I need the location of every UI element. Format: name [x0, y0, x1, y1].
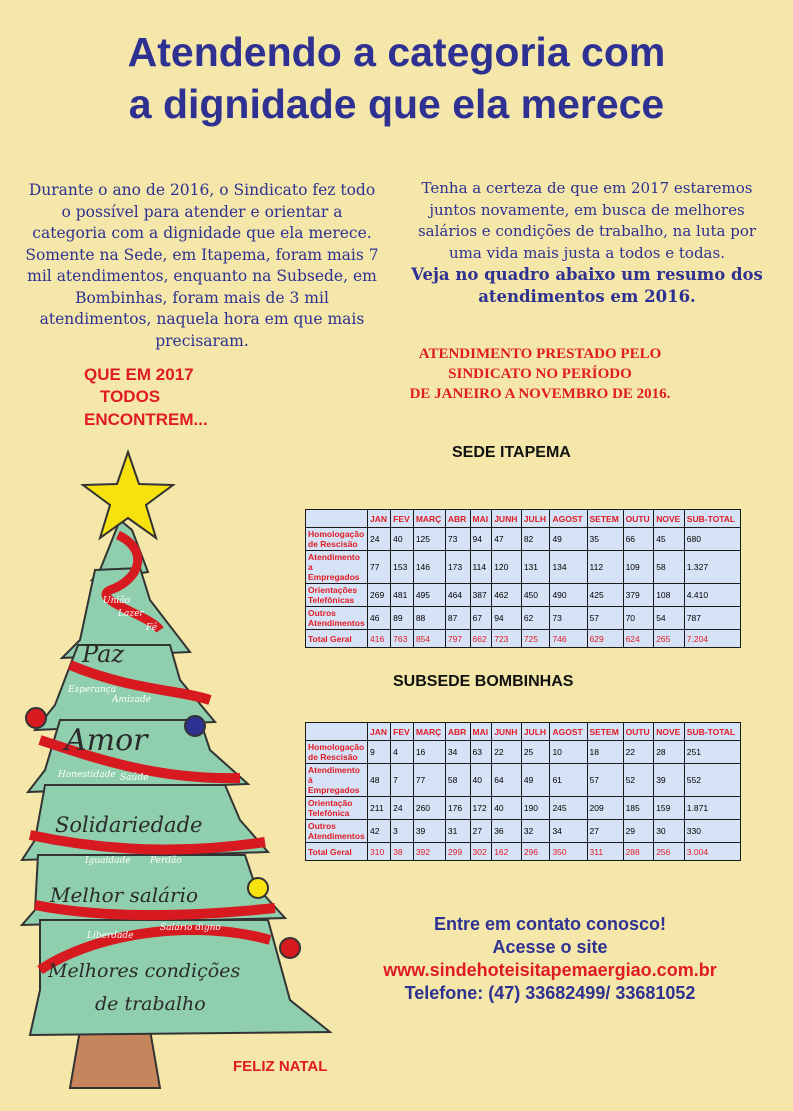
table-cell: 172 [470, 797, 492, 820]
total-label: Total Geral [306, 630, 368, 648]
column-header: MARÇ [413, 723, 445, 741]
table-cell: 24 [368, 528, 391, 551]
column-header: OUTU [623, 510, 654, 528]
attendance-title-line: DE JANEIRO A NOVEMBRO DE 2016. [409, 386, 671, 402]
tree-word-salario-digno: Salário digno [160, 923, 221, 933]
summary-note: Veja no quadro abaixo um resumo dos atendimentos em 2016. [411, 265, 763, 306]
table-cell: 22 [492, 741, 522, 764]
total-cell: 310 [368, 843, 391, 861]
table-cell: 58 [654, 551, 685, 584]
total-cell: 624 [623, 630, 654, 648]
sede-table [305, 509, 741, 648]
table-cell: 10 [550, 741, 587, 764]
table-cell: 109 [623, 551, 654, 584]
table-cell: 89 [391, 607, 414, 630]
total-cell: 311 [587, 843, 623, 861]
table-cell: 24 [391, 797, 414, 820]
table-cell: 330 [684, 820, 740, 843]
greeting-line: QUE EM 2017 [84, 365, 194, 384]
table-cell: 94 [470, 528, 492, 551]
row-label: Atendimento à Empregados [306, 764, 368, 797]
table-cell: 379 [623, 584, 654, 607]
feliz-natal-text: FELIZ NATAL [233, 1058, 328, 1075]
promise-paragraph: Tenha a certeza de que em 2017 estaremos juntos novamente, em busca de melhores salários e condições de trabalho, na luta por uma vida mais justa a todos e todas. [417, 179, 757, 262]
total-cell: 299 [445, 843, 470, 861]
ornament-icon [185, 716, 205, 736]
table-cell: 46 [368, 607, 391, 630]
table-cell: 108 [654, 584, 685, 607]
table-cell: 94 [492, 607, 522, 630]
total-cell: 288 [623, 843, 654, 861]
table-cell: 173 [445, 551, 470, 584]
subsede-table [305, 722, 741, 861]
total-cell: 723 [492, 630, 522, 648]
table-cell: 209 [587, 797, 623, 820]
table-cell: 120 [492, 551, 522, 584]
table-cell: 67 [470, 607, 492, 630]
column-header: AGOST [550, 723, 587, 741]
table-cell: 88 [413, 607, 445, 630]
total-row [306, 843, 741, 861]
table-cell: 22 [623, 741, 654, 764]
table-row [306, 607, 741, 630]
total-cell: 746 [550, 630, 587, 648]
column-header: JUNH [492, 723, 522, 741]
tree-word-fe: Fé [146, 623, 158, 633]
table-cell: 63 [470, 741, 492, 764]
column-header: MARÇ [413, 510, 445, 528]
column-header: SUB-TOTAL [684, 510, 740, 528]
greeting-line: ENCONTREM... [84, 410, 208, 429]
table-row [306, 741, 741, 764]
table-cell: 29 [623, 820, 654, 843]
tree-word-de-trabalho: de trabalho [95, 993, 206, 1015]
title-line: a dignidade que ela merece [128, 81, 665, 127]
table-row [306, 528, 741, 551]
intro-paragraph: Durante o ano de 2016, o Sindicato fez todo o possível para atender e orientar a categoria com a dignidade que ela merece. Somente na Sede, em Itapema, foram mais 7 mil atendimentos, enquanto na Subsede, em Bombinhas, foram mais de 3 mil atendimentos, naquela hora em que mais precisaram. [25, 181, 379, 350]
column-header: SUB-TOTAL [684, 723, 740, 741]
tree-word-perdao: Perdão [150, 856, 182, 866]
table-cell: 425 [587, 584, 623, 607]
column-header: AGOST [550, 510, 587, 528]
column-header: MAI [470, 723, 492, 741]
tree-word-melhores-condicoes: Melhores condições [48, 960, 241, 982]
total-cell: 162 [492, 843, 522, 861]
table-cell: 49 [521, 764, 550, 797]
tree-trunk [70, 1030, 160, 1088]
christmas-tree-illustration [0, 440, 340, 1100]
table-cell: 787 [684, 607, 740, 630]
tree-word-liberdade: Liberdade [87, 931, 134, 941]
total-cell: 797 [445, 630, 470, 648]
table-cell: 18 [587, 741, 623, 764]
table-cell: 36 [492, 820, 522, 843]
table-cell: 40 [391, 528, 414, 551]
column-header: MAI [470, 510, 492, 528]
table-cell: 1.327 [684, 551, 740, 584]
total-cell: 854 [413, 630, 445, 648]
table-cell: 251 [684, 741, 740, 764]
table-cell: 52 [623, 764, 654, 797]
attendance-title-line: ATENDIMENTO PRESTADO PELO [418, 346, 662, 362]
table-cell: 245 [550, 797, 587, 820]
table-cell: 73 [550, 607, 587, 630]
total-cell: 629 [587, 630, 623, 648]
total-cell: 662 [470, 630, 492, 648]
table-row [306, 551, 741, 584]
tree-word-paz: Paz [82, 640, 125, 668]
tree-word-uniao: União [103, 596, 131, 606]
table-row [306, 820, 741, 843]
table-cell: 54 [654, 607, 685, 630]
table-cell: 47 [492, 528, 522, 551]
table-cell: 464 [445, 584, 470, 607]
table-cell: 25 [521, 741, 550, 764]
table-cell: 146 [413, 551, 445, 584]
table-cell: 42 [368, 820, 391, 843]
table-cell: 45 [654, 528, 685, 551]
table-cell: 30 [654, 820, 685, 843]
table-cell: 28 [654, 741, 685, 764]
table-cell: 153 [391, 551, 414, 584]
contact-block [340, 913, 760, 1005]
row-label: Orientação Telefônica [306, 797, 368, 820]
column-header: JULH [521, 510, 550, 528]
table-cell: 57 [587, 764, 623, 797]
total-row [306, 630, 741, 648]
tree-word-solidariedade: Solidariedade [55, 813, 203, 837]
table-cell: 58 [445, 764, 470, 797]
table-cell: 16 [413, 741, 445, 764]
row-label: Atendimento a Empregados [306, 551, 368, 584]
table-cell: 1.871 [684, 797, 740, 820]
column-header: SETEM [587, 723, 623, 741]
table-cell: 82 [521, 528, 550, 551]
table-cell: 481 [391, 584, 414, 607]
tree-word-saude: Saúde [120, 773, 149, 783]
column-header: JAN [368, 723, 391, 741]
column-header: ABR [445, 723, 470, 741]
contact-line: Entre em contato conosco! [433, 914, 667, 934]
table-cell: 4.410 [684, 584, 740, 607]
table-cell: 34 [550, 820, 587, 843]
column-header: FEV [391, 723, 414, 741]
table-cell: 31 [445, 820, 470, 843]
table-cell: 40 [470, 764, 492, 797]
table-cell: 49 [550, 528, 587, 551]
table-header-row [306, 723, 741, 741]
table-cell: 490 [550, 584, 587, 607]
table-cell: 48 [368, 764, 391, 797]
table-cell: 9 [368, 741, 391, 764]
table-cell: 70 [623, 607, 654, 630]
table-row [306, 764, 741, 797]
total-cell: 416 [368, 630, 391, 648]
table-cell: 387 [470, 584, 492, 607]
sede-title: SEDE ITAPEMA [452, 444, 571, 461]
total-cell: 392 [413, 843, 445, 861]
table-cell: 125 [413, 528, 445, 551]
table-cell: 4 [391, 741, 414, 764]
table-cell: 64 [492, 764, 522, 797]
table-cell: 462 [492, 584, 522, 607]
row-label: Homologação de Rescisão [306, 741, 368, 764]
table-cell: 34 [445, 741, 470, 764]
row-label: Outros Atendimentos [306, 607, 368, 630]
tree-word-amizade: Amizade [112, 695, 152, 705]
column-header: JUNH [492, 510, 522, 528]
table-cell: 680 [684, 528, 740, 551]
table-cell: 73 [445, 528, 470, 551]
website-link[interactable]: www.sindehoteisitapemaergiao.com.br [383, 960, 717, 980]
table-cell: 552 [684, 764, 740, 797]
table-cell: 211 [368, 797, 391, 820]
tree-word-lazer: Lazer [118, 609, 144, 619]
table-cell: 112 [587, 551, 623, 584]
table-cell: 269 [368, 584, 391, 607]
column-header: FEV [391, 510, 414, 528]
column-header: SETEM [587, 510, 623, 528]
total-cell: 7.204 [684, 630, 740, 648]
table-cell: 35 [587, 528, 623, 551]
table-row [306, 797, 741, 820]
total-cell: 350 [550, 843, 587, 861]
total-label: Total Geral [306, 843, 368, 861]
tree-word-honestidade: Honestidade [58, 770, 116, 780]
table-cell: 134 [550, 551, 587, 584]
total-cell: 725 [521, 630, 550, 648]
tree-word-amor: Amor [65, 723, 148, 758]
phone-number: Telefone: (47) 33682499/ 33681052 [404, 983, 696, 1003]
page-title [0, 26, 793, 130]
table-cell: 114 [470, 551, 492, 584]
ornament-icon [248, 878, 268, 898]
tree-word-melhor-salario: Melhor salário [50, 883, 199, 907]
table-cell: 61 [550, 764, 587, 797]
column-header: OUTU [623, 723, 654, 741]
table-cell: 190 [521, 797, 550, 820]
total-cell: 38 [391, 843, 414, 861]
ornament-icon [26, 708, 46, 728]
total-cell: 265 [654, 630, 685, 648]
total-cell: 302 [470, 843, 492, 861]
table-cell: 57 [587, 607, 623, 630]
subsede-title: SUBSEDE BOMBINHAS [393, 673, 574, 690]
total-cell: 296 [521, 843, 550, 861]
table-cell: 450 [521, 584, 550, 607]
attendance-title-line: SINDICATO NO PERÍODO [448, 366, 632, 382]
title-line: Atendendo a categoria com [127, 29, 666, 75]
greeting-line: TODOS [100, 387, 161, 406]
ornament-icon [280, 938, 300, 958]
table-cell: 495 [413, 584, 445, 607]
table-cell: 3 [391, 820, 414, 843]
column-header: NOVE [654, 510, 685, 528]
table-cell: 131 [521, 551, 550, 584]
tree-word-esperanca: Esperança [68, 685, 117, 695]
table-cell: 77 [368, 551, 391, 584]
column-header: ABR [445, 510, 470, 528]
table-row [306, 584, 741, 607]
contact-line: Acesse o site [492, 937, 608, 957]
table-header-row [306, 510, 741, 528]
table-cell: 39 [654, 764, 685, 797]
row-label: Outros Atendimentos [306, 820, 368, 843]
total-cell: 763 [391, 630, 414, 648]
total-cell: 256 [654, 843, 685, 861]
column-header: JULH [521, 723, 550, 741]
table-cell: 185 [623, 797, 654, 820]
tree-word-igualdade: Igualdade [85, 856, 131, 866]
table-cell: 27 [470, 820, 492, 843]
table-cell: 7 [391, 764, 414, 797]
table-cell: 66 [623, 528, 654, 551]
table-cell: 77 [413, 764, 445, 797]
star-icon [83, 452, 173, 538]
table-cell: 159 [654, 797, 685, 820]
column-header: NOVE [654, 723, 685, 741]
table-cell: 62 [521, 607, 550, 630]
table-cell: 87 [445, 607, 470, 630]
table-cell: 260 [413, 797, 445, 820]
attendance-title [360, 344, 720, 404]
table-cell: 32 [521, 820, 550, 843]
table-cell: 39 [413, 820, 445, 843]
row-label: Orientações Telefônicas [306, 584, 368, 607]
row-label: Homologação de Rescisão [306, 528, 368, 551]
column-header: JAN [368, 510, 391, 528]
total-cell: 3.004 [684, 843, 740, 861]
table-cell: 176 [445, 797, 470, 820]
table-cell: 40 [492, 797, 522, 820]
table-cell: 27 [587, 820, 623, 843]
